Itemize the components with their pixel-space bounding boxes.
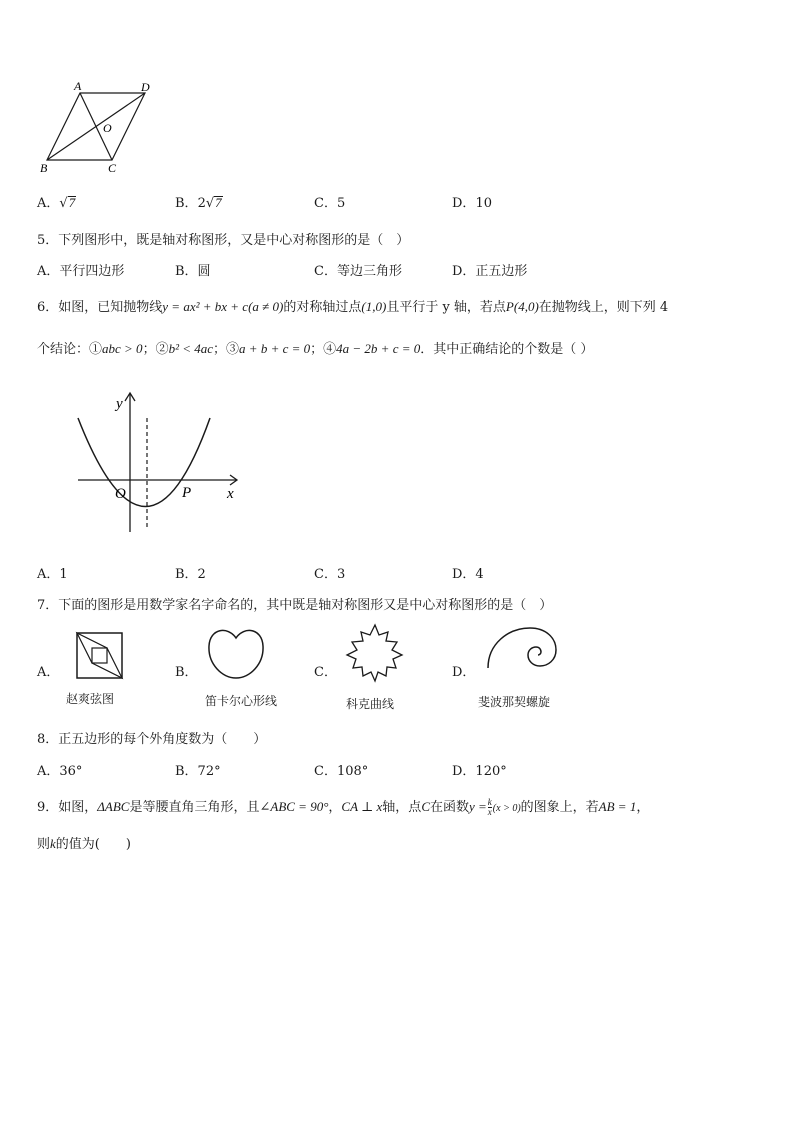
q8-option-c[interactable]: C．108° xyxy=(314,764,369,779)
q6-stem-line2: 个结论：①abc > 0；②b² < 4ac；③a + b + c = 0；④4a − 2b + c = 0．其中正确结论的个数是（ ） xyxy=(37,341,594,357)
q5-option-b[interactable]: B．圆 xyxy=(175,264,211,279)
graph-label-x: x xyxy=(227,486,234,502)
q7-option-a[interactable]: A． xyxy=(37,665,60,680)
q6-option-d[interactable]: D．4 xyxy=(452,567,484,582)
caption-zhao-shuang: 赵爽弦图 xyxy=(66,692,115,706)
radical-sign: √ xyxy=(59,196,68,211)
q5-stem: 5．下列图形中，既是轴对称图形，又是中心对称图形的是（ ） xyxy=(37,233,410,248)
q8-stem: 8．正五边形的每个外角度数为（ ） xyxy=(37,732,267,747)
caption-koch: 科克曲线 xyxy=(346,697,395,711)
caption-fibonacci: 斐波那契螺旋 xyxy=(478,695,551,709)
q7-stem: 7．下面的图形是用数学家名字命名的，其中既是轴对称图形又是中心对称图形的是（ ） xyxy=(37,598,553,613)
caption-cardioid: 笛卡尔心形线 xyxy=(205,694,278,708)
q8-option-d[interactable]: D．120° xyxy=(452,764,507,779)
label-C: C xyxy=(108,161,117,175)
koch-curve-diagram xyxy=(344,622,406,684)
label-B: B xyxy=(40,161,48,175)
cardioid-diagram xyxy=(206,624,266,682)
label-A: A xyxy=(74,79,82,93)
q4-option-c[interactable]: C．5 xyxy=(314,196,346,211)
q6-option-c[interactable]: C．3 xyxy=(314,567,346,582)
q6-option-b[interactable]: B．2 xyxy=(175,567,206,582)
q7-option-c[interactable]: C． xyxy=(314,665,337,680)
q6-option-a[interactable]: A．1 xyxy=(37,567,68,582)
q4-option-b[interactable]: B．2√7 xyxy=(175,195,222,211)
q7-option-d[interactable]: D． xyxy=(452,665,476,680)
q9-stem-line2: 则k的值为( ) xyxy=(37,836,131,852)
q6-stem-line1: 6．如图，已知抛物线y = ax² + bx + c(a ≠ 0)的对称轴过点(1,0)且平行于 y 轴，若点P(4,0)在抛物线上，则下列 4 xyxy=(37,299,669,315)
graph-label-p: P xyxy=(182,485,192,501)
q9-stem-line1: 9．如图，ΔABC是等腰直角三角形，且∠ABC = 90°，CA ⊥ x轴，点C在函数y = $\frac{k}{x}$ (x > 0)的图象上，若AB = 1， xyxy=(37,797,650,817)
graph-label-o: O xyxy=(115,486,126,502)
q7-option-b[interactable]: B． xyxy=(175,665,198,680)
rhombus-figure xyxy=(38,78,158,178)
fibonacci-spiral-diagram xyxy=(484,624,560,674)
zhao-shuang-diagram xyxy=(74,630,126,682)
q4-option-d[interactable]: D．10 xyxy=(452,196,492,211)
graph-label-y: y xyxy=(116,396,123,412)
q5-option-d[interactable]: D．正五边形 xyxy=(452,264,528,279)
label-O: O xyxy=(103,121,112,135)
q5-option-a[interactable]: A．平行四边形 xyxy=(37,264,125,279)
radical-sign: √ xyxy=(205,196,215,211)
q8-option-a[interactable]: A．36° xyxy=(37,764,83,779)
q5-option-c[interactable]: C．等边三角形 xyxy=(314,264,402,279)
q8-option-b[interactable]: B．72° xyxy=(175,764,221,779)
label-D: D xyxy=(141,80,150,94)
parabola-graph xyxy=(70,390,250,540)
q4-option-a[interactable]: A．√7 xyxy=(37,195,76,211)
